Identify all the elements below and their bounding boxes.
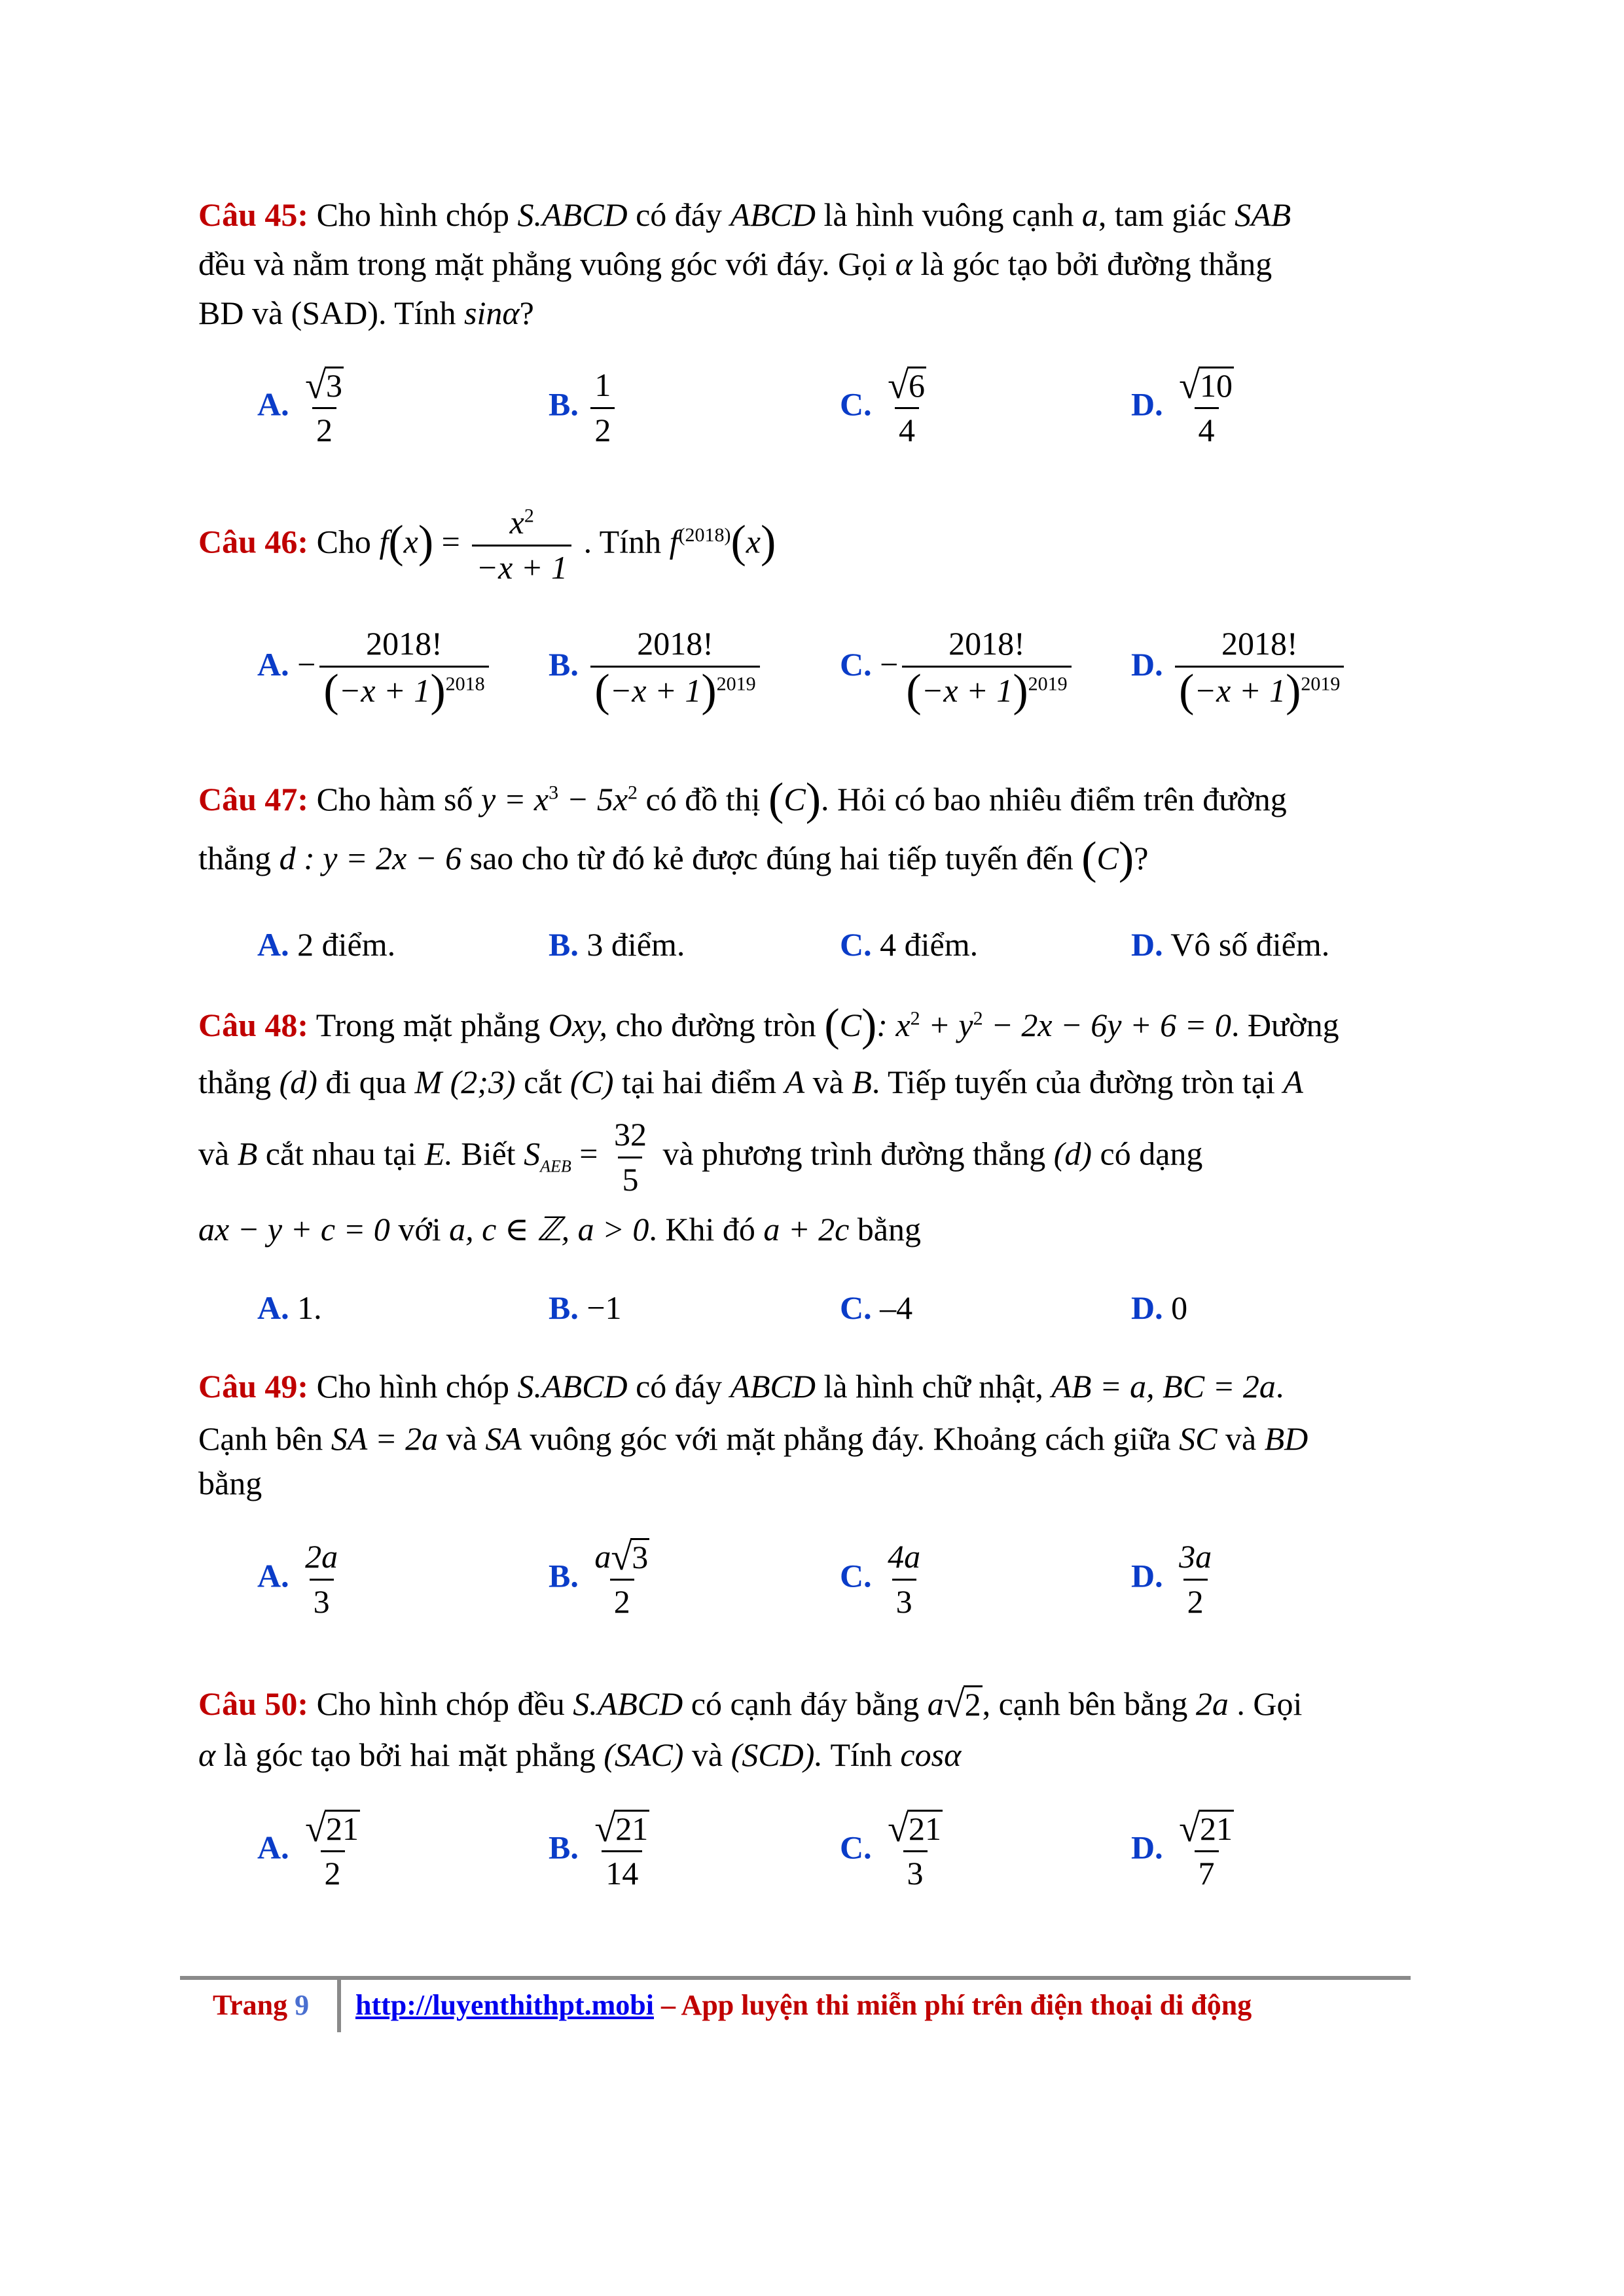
q45-option-a[interactable]: A. √ 3 2 xyxy=(257,367,352,450)
fraction: √ 21 2 xyxy=(305,1807,359,1892)
q47-line1: Câu 47: Cho hàm số $y = x^3 - 5x^2$ có đồ thị (C). Hỏi có bao nhiêu điểm trên đường xyxy=(198,774,1287,825)
fraction: $\frac{4a}{3}$ xyxy=(888,1538,921,1620)
q48-line3: và B cắt nhau tại E. Biết $S_{AEB}$ = $\frac{32}{5}$ và phương trình đường thẳng (d) có dạng xyxy=(198,1116,1203,1198)
fraction: $\frac{2018!}{(-x + 1)^{2019}}$ xyxy=(902,625,1071,711)
q45-label: Câu 45: xyxy=(198,196,309,233)
q45-option-b[interactable]: B. $\frac{1}{2}$ xyxy=(549,367,619,449)
q47-option-d[interactable]: D. Vô số điểm. xyxy=(1131,926,1330,963)
fraction: $\frac{2a}{3}$ xyxy=(305,1538,338,1620)
q49-option-a[interactable]: A. $\frac{2a}{3}$ xyxy=(257,1538,346,1621)
q45-option-c[interactable]: C. √ 6 4 xyxy=(840,367,934,450)
q46-option-c[interactable]: C. − $\frac{2018!}{(-x + 1)^{2019}}$ xyxy=(840,625,1075,711)
q45-line1: Câu 45: Cho hình chóp S.ABCD có đáy ABCD là hình vuông cạnh a, tam giác SAB xyxy=(198,196,1291,233)
fraction: $\frac{1}{2}$ xyxy=(590,367,615,449)
q50-option-c[interactable]: C. √ 21 3 xyxy=(840,1810,950,1893)
q49-label: Câu 49: xyxy=(198,1368,309,1405)
footer-slogan: – App luyện thi miễn phí trên điện thoại di động xyxy=(653,1989,1252,2021)
fraction: √ 21 14 xyxy=(594,1807,649,1892)
footer-text xyxy=(355,1989,1252,2022)
q49-option-d[interactable]: D. $\frac{3a}{2}$ xyxy=(1131,1538,1219,1621)
q46-option-d[interactable]: D. $\frac{2018!}{(-x + 1)^{2019}}$ xyxy=(1131,625,1348,711)
q45-line2: đều và nằm trong mặt phẳng vuông góc với đáy. Gọi α là góc tạo bởi đường thẳng xyxy=(198,245,1272,282)
q47-option-a[interactable]: A. 2 điểm. xyxy=(257,926,396,963)
fraction: $\frac{2018!}{(-x + 1)^{2019}}$ xyxy=(590,625,759,711)
fraction: √ 3 2 xyxy=(305,364,342,448)
fraction: $\frac{3a}{2}$ xyxy=(1179,1538,1212,1620)
q49-line3: bằng xyxy=(198,1465,262,1501)
q48-fraction: $\frac{32}{5}$ xyxy=(613,1116,647,1198)
q50-line1: Câu 50: Cho hình chóp đều S.ABCD có cạnh đáy bằng a √ 2 , cạnh bên bằng 2a . Gọi xyxy=(198,1683,1303,1725)
q46-line1: Câu 46: Cho f(x) = $\frac{x^2}{-x + 1}$ . Tính $f^{(2018)}(x)$ xyxy=(198,504,776,586)
fraction: √ 10 4 xyxy=(1179,364,1233,448)
q47-option-c[interactable]: C. 4 điểm. xyxy=(840,926,979,963)
q46-label: Câu 46: xyxy=(198,523,309,560)
q48-option-b[interactable]: B. −1 xyxy=(549,1289,622,1326)
page-footer xyxy=(180,1976,1411,2032)
footer-separator xyxy=(337,1980,341,2032)
fraction: $\frac{2018!}{(-x + 1)^{2018}}$ xyxy=(319,625,488,711)
q48-option-d[interactable]: D. 0 xyxy=(1131,1289,1188,1326)
q46-option-a[interactable]: A. − $\frac{2018!}{(-x + 1)^{2018}}$ xyxy=(257,625,493,711)
q45-option-d[interactable]: D. √ 10 4 xyxy=(1131,367,1242,450)
q48-option-c[interactable]: C. –4 xyxy=(840,1289,913,1326)
fraction: a √ 3 2 xyxy=(594,1535,649,1620)
q47-option-b[interactable]: B. 3 điểm. xyxy=(549,926,685,963)
q48-label: Câu 48: xyxy=(198,1007,309,1043)
q50-label: Câu 50: xyxy=(198,1685,309,1722)
q49-option-b[interactable]: B. a √ 3 2 xyxy=(549,1538,657,1621)
q46-fraction: $\frac{x^2}{-x + 1}$ xyxy=(472,504,571,586)
q50-option-a[interactable]: A. √ 21 2 xyxy=(257,1810,368,1893)
q46-option-b[interactable]: B. $\frac{2018!}{(-x + 1)^{2019}}$ xyxy=(549,625,764,711)
q50-option-b[interactable]: B. √ 21 14 xyxy=(549,1810,657,1893)
q50-option-d[interactable]: D. √ 21 7 xyxy=(1131,1810,1242,1893)
q48-option-a[interactable]: A. 1. xyxy=(257,1289,322,1326)
page-number: Trang 9 xyxy=(213,1989,310,2021)
q49-option-c[interactable]: C. $\frac{4a}{3}$ xyxy=(840,1538,928,1621)
q50-line2: α là góc tạo bởi hai mặt phẳng (SAC) và (SCD). Tính cosα xyxy=(198,1736,962,1773)
q49-line2: Cạnh bên SA = 2a và SA vuông góc với mặt phẳng đáy. Khoảng cách giữa SC và BD xyxy=(198,1420,1308,1457)
q47-line2: thẳng d : y = 2x − 6 sao cho từ đó kẻ được đúng hai tiếp tuyến đến (C)? xyxy=(198,833,1149,884)
fraction: √ 21 3 xyxy=(888,1807,941,1892)
fraction: √ 6 4 xyxy=(888,364,925,448)
fraction: √ 21 7 xyxy=(1179,1807,1233,1892)
q47-label: Câu 47: xyxy=(198,781,309,817)
footer-link[interactable]: http://luyenthithpt.mobi xyxy=(355,1989,654,2021)
q45-line3: BD và (SAD). Tính sinα? xyxy=(198,295,534,331)
fraction: $\frac{2018!}{(-x + 1)^{2019}}$ xyxy=(1175,625,1344,711)
q48-line1: Câu 48: Trong mặt phẳng Oxy, cho đường tròn (C): $x^2 + y^2 - 2x - 6y + 6 = 0$. Đường xyxy=(198,1000,1339,1050)
q49-line1: Câu 49: Cho hình chóp S.ABCD có đáy ABCD là hình chữ nhật, AB = a, BC = 2a. xyxy=(198,1368,1284,1405)
q48-line2: thẳng (d) đi qua M (2;3) cắt (C) tại hai điểm A và B. Tiếp tuyến của đường tròn tại A xyxy=(198,1064,1303,1100)
footer-divider xyxy=(180,1976,1411,1980)
q48-line4: ax − y + c = 0 với a, c ∈ ℤ, a > 0. Khi đó a + 2c bằng xyxy=(198,1211,921,1247)
